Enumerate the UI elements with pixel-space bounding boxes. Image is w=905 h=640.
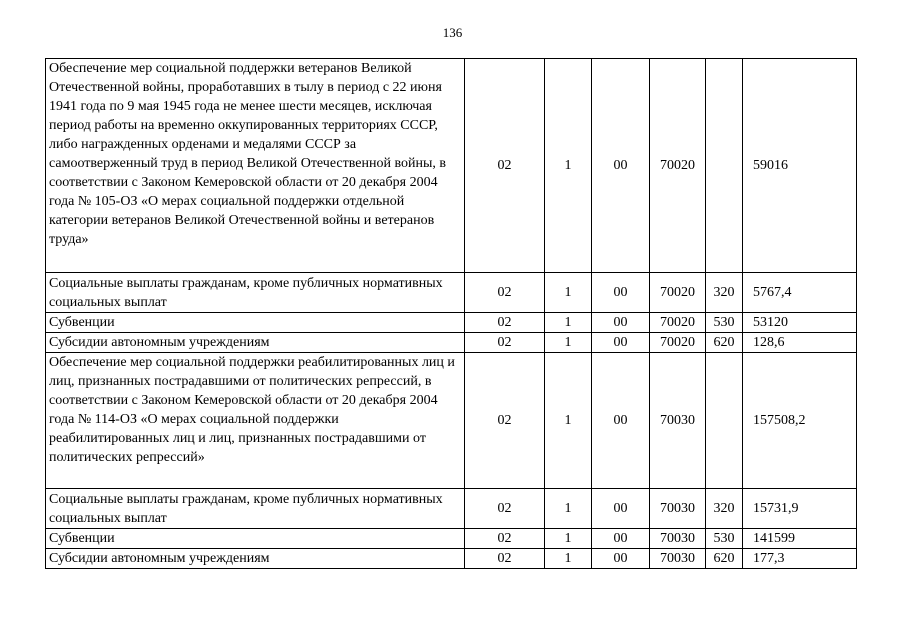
row-code-cell: 1 [545, 273, 592, 313]
table-row [46, 273, 857, 313]
row-code-cell [706, 59, 743, 273]
row-sum-cell: 128,6 [743, 333, 857, 353]
row-code-cell: 1 [545, 59, 592, 273]
row-code-cell: 530 [706, 313, 743, 333]
row-code-cell: 620 [706, 333, 743, 353]
row-code-cell: 00 [592, 529, 650, 549]
row-code-cell: 70020 [650, 273, 706, 313]
row-code-cell: 00 [592, 353, 650, 489]
row-code-cell: 00 [592, 489, 650, 529]
row-name-cell: Социальные выплаты гражданам, кроме публичных нормативных социальных выплат [46, 273, 465, 313]
table-row [46, 59, 857, 273]
table-row [46, 353, 857, 489]
row-name-cell: Обеспечение мер социальной поддержки реабилитированных лиц и лиц, признанных пострадавшими от политических репрессий, в соответствии с Законом Кемеровской области от 20 декабря 2004 года № 114-ОЗ «О мерах социальной поддержки реабилитированных лиц и лиц, признанных пострадавшими от политических репрессий» [46, 353, 465, 489]
table-row [46, 489, 857, 529]
row-code-cell: 02 [465, 529, 545, 549]
row-code-cell: 00 [592, 59, 650, 273]
row-code-cell: 70030 [650, 353, 706, 489]
row-name-cell: Субвенции [46, 313, 465, 333]
row-code-cell: 1 [545, 549, 592, 569]
row-code-cell: 1 [545, 529, 592, 549]
row-code-cell: 00 [592, 333, 650, 353]
row-code-cell [706, 353, 743, 489]
row-sum-cell: 59016 [743, 59, 857, 273]
budget-table [45, 58, 857, 569]
row-sum-cell: 15731,9 [743, 489, 857, 529]
row-code-cell: 00 [592, 273, 650, 313]
row-code-cell: 320 [706, 489, 743, 529]
row-name-cell: Субвенции [46, 529, 465, 549]
row-code-cell: 530 [706, 529, 743, 549]
row-name-cell: Субсидии автономным учреждениям [46, 333, 465, 353]
row-code-cell: 1 [545, 313, 592, 333]
row-code-cell: 320 [706, 273, 743, 313]
row-code-cell: 02 [465, 273, 545, 313]
row-code-cell: 70030 [650, 549, 706, 569]
row-code-cell: 1 [545, 489, 592, 529]
row-sum-cell: 141599 [743, 529, 857, 549]
row-code-cell: 02 [465, 59, 545, 273]
page-number: 136 [442, 25, 463, 40]
row-code-cell: 1 [545, 353, 592, 489]
row-code-cell: 02 [465, 549, 545, 569]
row-code-cell: 02 [465, 489, 545, 529]
table-row [46, 333, 857, 353]
row-name-cell: Социальные выплаты гражданам, кроме публичных нормативных социальных выплат [46, 489, 465, 529]
row-code-cell: 70020 [650, 333, 706, 353]
row-code-cell: 70030 [650, 529, 706, 549]
row-code-cell: 02 [465, 313, 545, 333]
row-name-cell: Обеспечение мер социальной поддержки ветеранов Великой Отечественной войны, проработавших в тылу в период с 22 июня 1941 года по 9 мая 1945 года не менее шести месяцев, исключая период работы на временно оккупированных территориях СССР, либо награжденных орденами и медалями СССР за самоотверженный труд в период Великой Отечественной войны, в соответствии с Законом Кемеровской области от 20 декабря 2004 года № 105-ОЗ «О мерах социальной поддержки отдельной категории ветеранов Великой Отечественной войны и ветеранов труда» [46, 59, 465, 273]
row-code-cell: 00 [592, 313, 650, 333]
row-code-cell: 70020 [650, 313, 706, 333]
row-code-cell: 00 [592, 549, 650, 569]
table-row [46, 549, 857, 569]
row-code-cell: 1 [545, 333, 592, 353]
table-row [46, 313, 857, 333]
row-code-cell: 70030 [650, 489, 706, 529]
row-code-cell: 02 [465, 333, 545, 353]
row-sum-cell: 177,3 [743, 549, 857, 569]
row-code-cell: 620 [706, 549, 743, 569]
row-sum-cell: 5767,4 [743, 273, 857, 313]
row-sum-cell: 53120 [743, 313, 857, 333]
table-row [46, 529, 857, 549]
row-code-cell: 70020 [650, 59, 706, 273]
row-name-cell: Субсидии автономным учреждениям [46, 549, 465, 569]
row-code-cell: 02 [465, 353, 545, 489]
row-sum-cell: 157508,2 [743, 353, 857, 489]
